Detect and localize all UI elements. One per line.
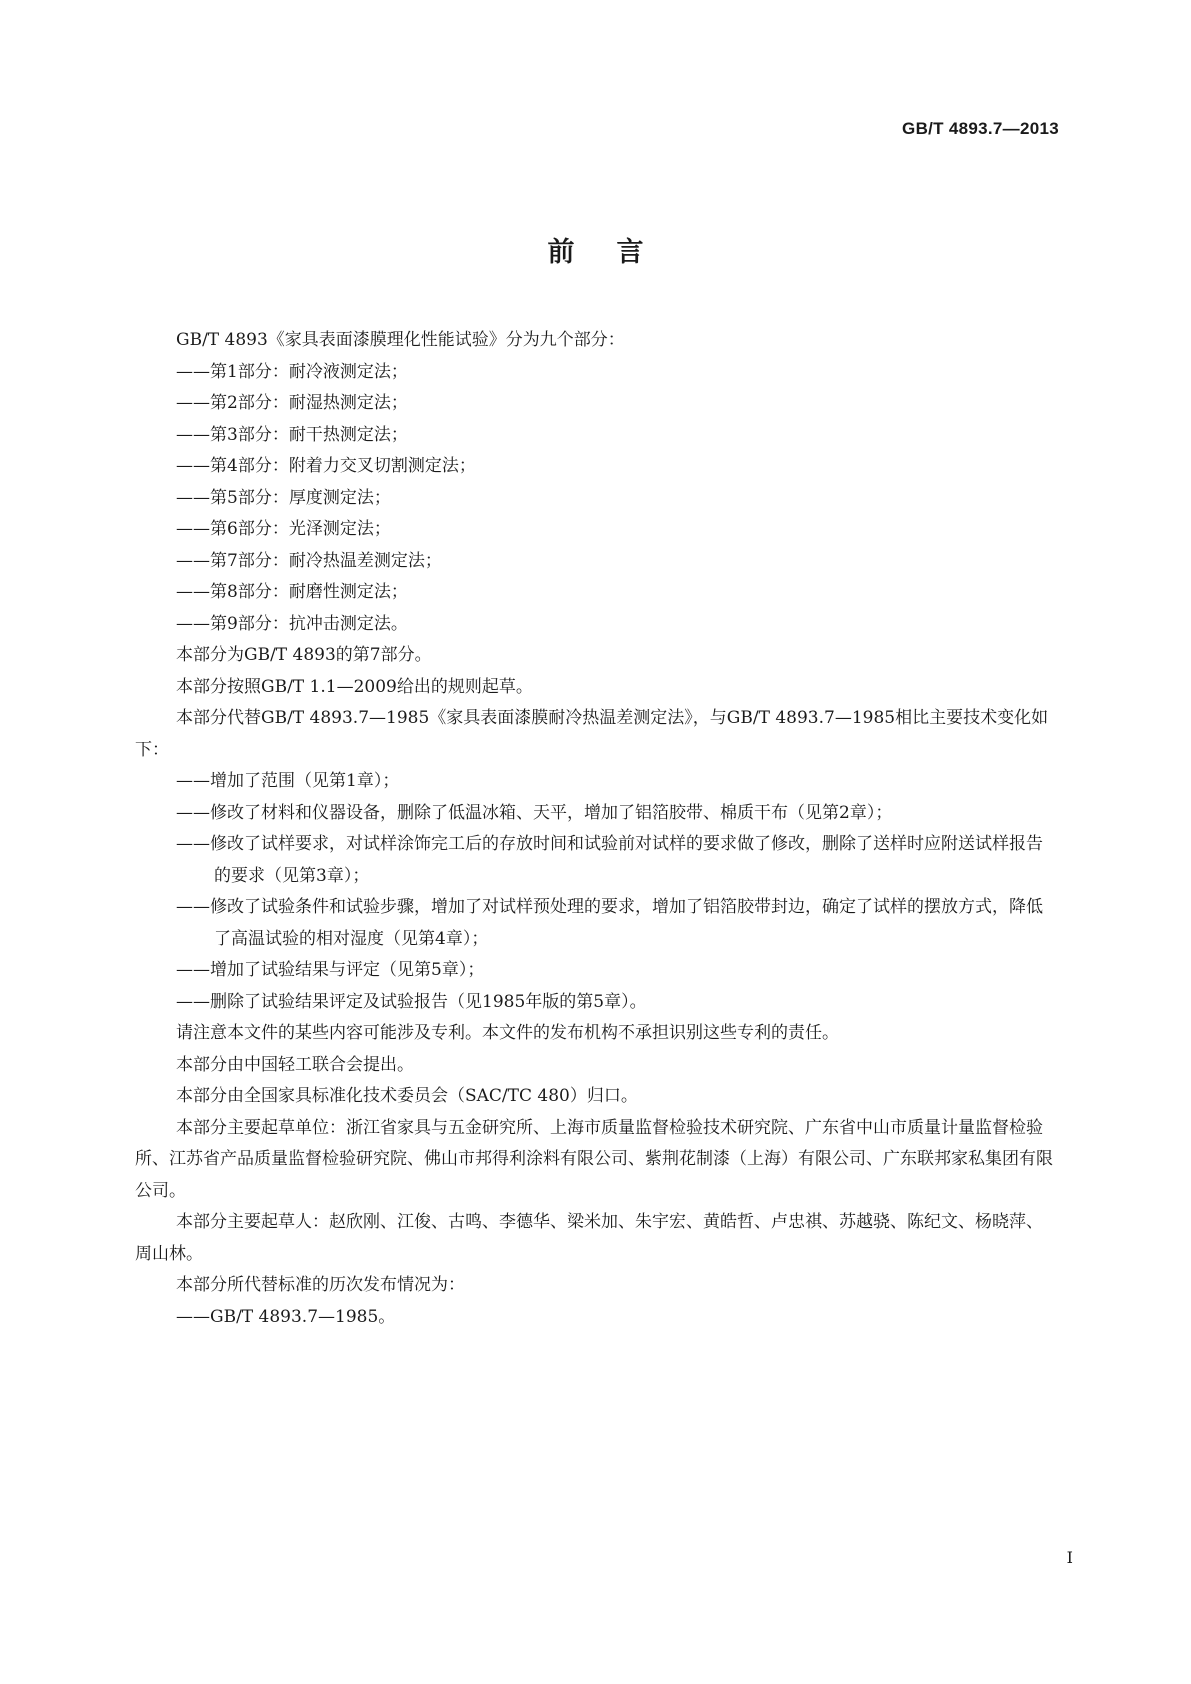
list-item: ——第6部分：光泽测定法； (176, 519, 391, 539)
list-item: ——修改了试验条件和试验步骤，增加了对试样预处理的要求，增加了铝箔胶带封边，确定了试样的摆放方式，降低了高温试验的相对湿度（见第4章）； (176, 897, 1043, 949)
list-item: ——修改了试样要求，对试样涂饰完工后的存放时间和试验前对试样的要求做了修改，删除了送样时应附送试样报告的要求（见第3章）； (176, 834, 1043, 886)
paragraph: 本部分主要起草单位：浙江省家具与五金研究所、上海市质量监督检验技术研究院、广东省中山市质量计量监督检验所、江苏省产品质量监督检验研究院、佛山市邦得利涂料有限公司、紫荆花制漆（上海）有限公司、广东联邦家私集团有限公司。 (135, 1117, 1053, 1201)
list-item: ——修改了材料和仪器设备，删除了低温冰箱、天平，增加了铝箔胶带、棉质干布（见第2章）； (176, 802, 893, 823)
paragraph: GB/T 4893《家具表面漆膜理化性能试验》分为九个部分： (176, 330, 625, 350)
list-item: ——第9部分：抗冲击测定法。 (176, 613, 408, 634)
list-item: ——GB/T 4893.7—1985。 (176, 1306, 396, 1327)
list-item: ——第4部分：附着力交叉切割测定法； (176, 456, 476, 476)
paragraph: 请注意本文件的某些内容可能涉及专利。本文件的发布机构不承担识别这些专利的责任。 (176, 1023, 839, 1043)
list-item: ——增加了范围（见第1章）； (176, 771, 400, 791)
paragraph: 本部分代替GB/T 4893.7—1985《家具表面漆膜耐冷热温差测定法》，与GB/T 4893.7—1985相比主要技术变化如下： (135, 708, 1049, 760)
list-item: ——第1部分：耐冷液测定法； (176, 361, 408, 382)
paragraph: 本部分由中国轻工联合会提出。 (176, 1054, 414, 1075)
paragraph: 本部分主要起草人：赵欣刚、江俊、古鸣、李德华、梁米加、朱宇宏、黄皓哲、卢忠祺、苏越骁、陈纪文、杨晓萍、周山林。 (135, 1212, 1043, 1264)
paragraph: 本部分所代替标准的历次发布情况为： (176, 1275, 465, 1295)
list-item: ——第3部分：耐干热测定法； (176, 424, 408, 445)
list-item: ——删除了试验结果评定及试验报告（见1985年版的第5章）。 (176, 991, 647, 1012)
paragraph: 本部分由全国家具标准化技术委员会（SAC/TC 480）归口。 (176, 1086, 638, 1106)
page-title: 前言 (547, 237, 686, 268)
list-item: ——第7部分：耐冷热温差测定法； (176, 550, 442, 571)
list-item: ——第8部分：耐磨性测定法； (176, 582, 408, 602)
paragraph: 本部分按照GB/T 1.1—2009给出的规则起草。 (176, 676, 533, 697)
list-item: ——增加了试验结果与评定（见第5章）； (176, 960, 485, 980)
document-body (135, 325, 1055, 1333)
list-item: ——第2部分：耐湿热测定法； (176, 393, 408, 413)
standard-code: GB/T 4893.7—2013 (902, 119, 1059, 138)
paragraph: 本部分为GB/T 4893的第7部分。 (176, 645, 432, 665)
list-item: ——第5部分：厚度测定法； (176, 487, 391, 508)
page-number: I (1066, 1548, 1073, 1567)
